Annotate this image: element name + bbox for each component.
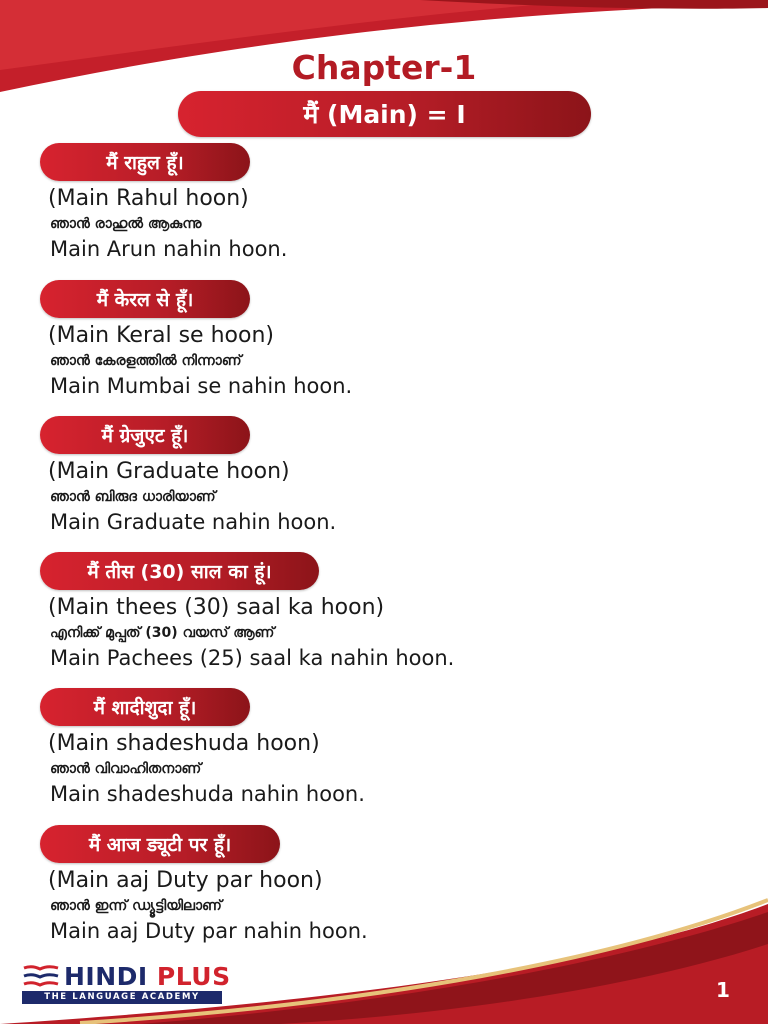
negative-sentence: Main shadeshuda nahin hoon.: [50, 782, 365, 806]
logo-tagline: THE LANGUAGE ACADEMY: [22, 991, 222, 1004]
page-number: 1: [716, 978, 730, 1002]
transliteration-text: (Main Rahul hoon): [48, 186, 249, 211]
hindi-sentence-pill: मैं केरल से हूँ।: [40, 280, 250, 318]
negative-sentence: Main Mumbai se nahin hoon.: [50, 374, 353, 398]
transliteration-text: (Main shadeshuda hoon): [48, 731, 320, 756]
topic-banner: मैं (Main) = I: [178, 91, 591, 137]
hindi-sentence-pill: मैं राहुल हूँ।: [40, 143, 250, 181]
logo-name-plus: PLUS: [156, 962, 231, 991]
malayalam-translation: എനിക്ക് മുപ്പത് (30) വയസ് ആണ്: [50, 625, 275, 641]
negative-sentence: Main Graduate nahin hoon.: [50, 510, 337, 534]
malayalam-translation: ഞാൻ ഇന്ന് ഡ്യൂട്ടിയിലാണ്: [50, 898, 222, 914]
sentence-block: [40, 280, 740, 401]
negative-sentence: Main Arun nahin hoon.: [50, 237, 288, 261]
hindi-sentence-pill: मैं आज ड्यूटी पर हूँ।: [40, 825, 280, 863]
sentence-block: [40, 416, 740, 537]
sentence-block: [40, 552, 740, 673]
transliteration-text: (Main aaj Duty par hoon): [48, 868, 323, 893]
malayalam-translation: ഞാൻ ബിരുദ ധാരിയാണ്: [50, 489, 216, 505]
malayalam-translation: ഞാൻ കേരളത്തിൽ നിന്നാണ്: [50, 353, 242, 369]
transliteration-text: (Main Keral se hoon): [48, 323, 274, 348]
sentence-block: [40, 143, 740, 264]
transliteration-text: (Main Graduate hoon): [48, 459, 290, 484]
hindi-sentence-pill: मैं शादीशुदा हूँ।: [40, 688, 250, 726]
chapter-title: Chapter-1: [291, 48, 477, 87]
malayalam-translation: ഞാൻ വിവാഹിതനാണ്: [50, 761, 202, 777]
logo-name-hindi: HINDI: [64, 962, 148, 991]
hindi-sentence-pill: मैं ग्रेजुएट हूँ।: [40, 416, 250, 454]
malayalam-translation: ഞാൻ രാഹുൽ ആകുന്നു: [50, 216, 202, 232]
hindi-sentence-pill: मैं तीस (30) साल का हूं।: [40, 552, 319, 590]
negative-sentence: Main aaj Duty par nahin hoon.: [50, 919, 368, 943]
sentence-block: [40, 688, 740, 809]
negative-sentence: Main Pachees (25) saal ka nahin hoon.: [50, 646, 455, 670]
logo-name: [64, 962, 231, 991]
transliteration-text: (Main thees (30) saal ka hoon): [48, 595, 385, 620]
hindi-plus-logo: [22, 962, 232, 1006]
logo-mark-icon: [22, 965, 60, 989]
